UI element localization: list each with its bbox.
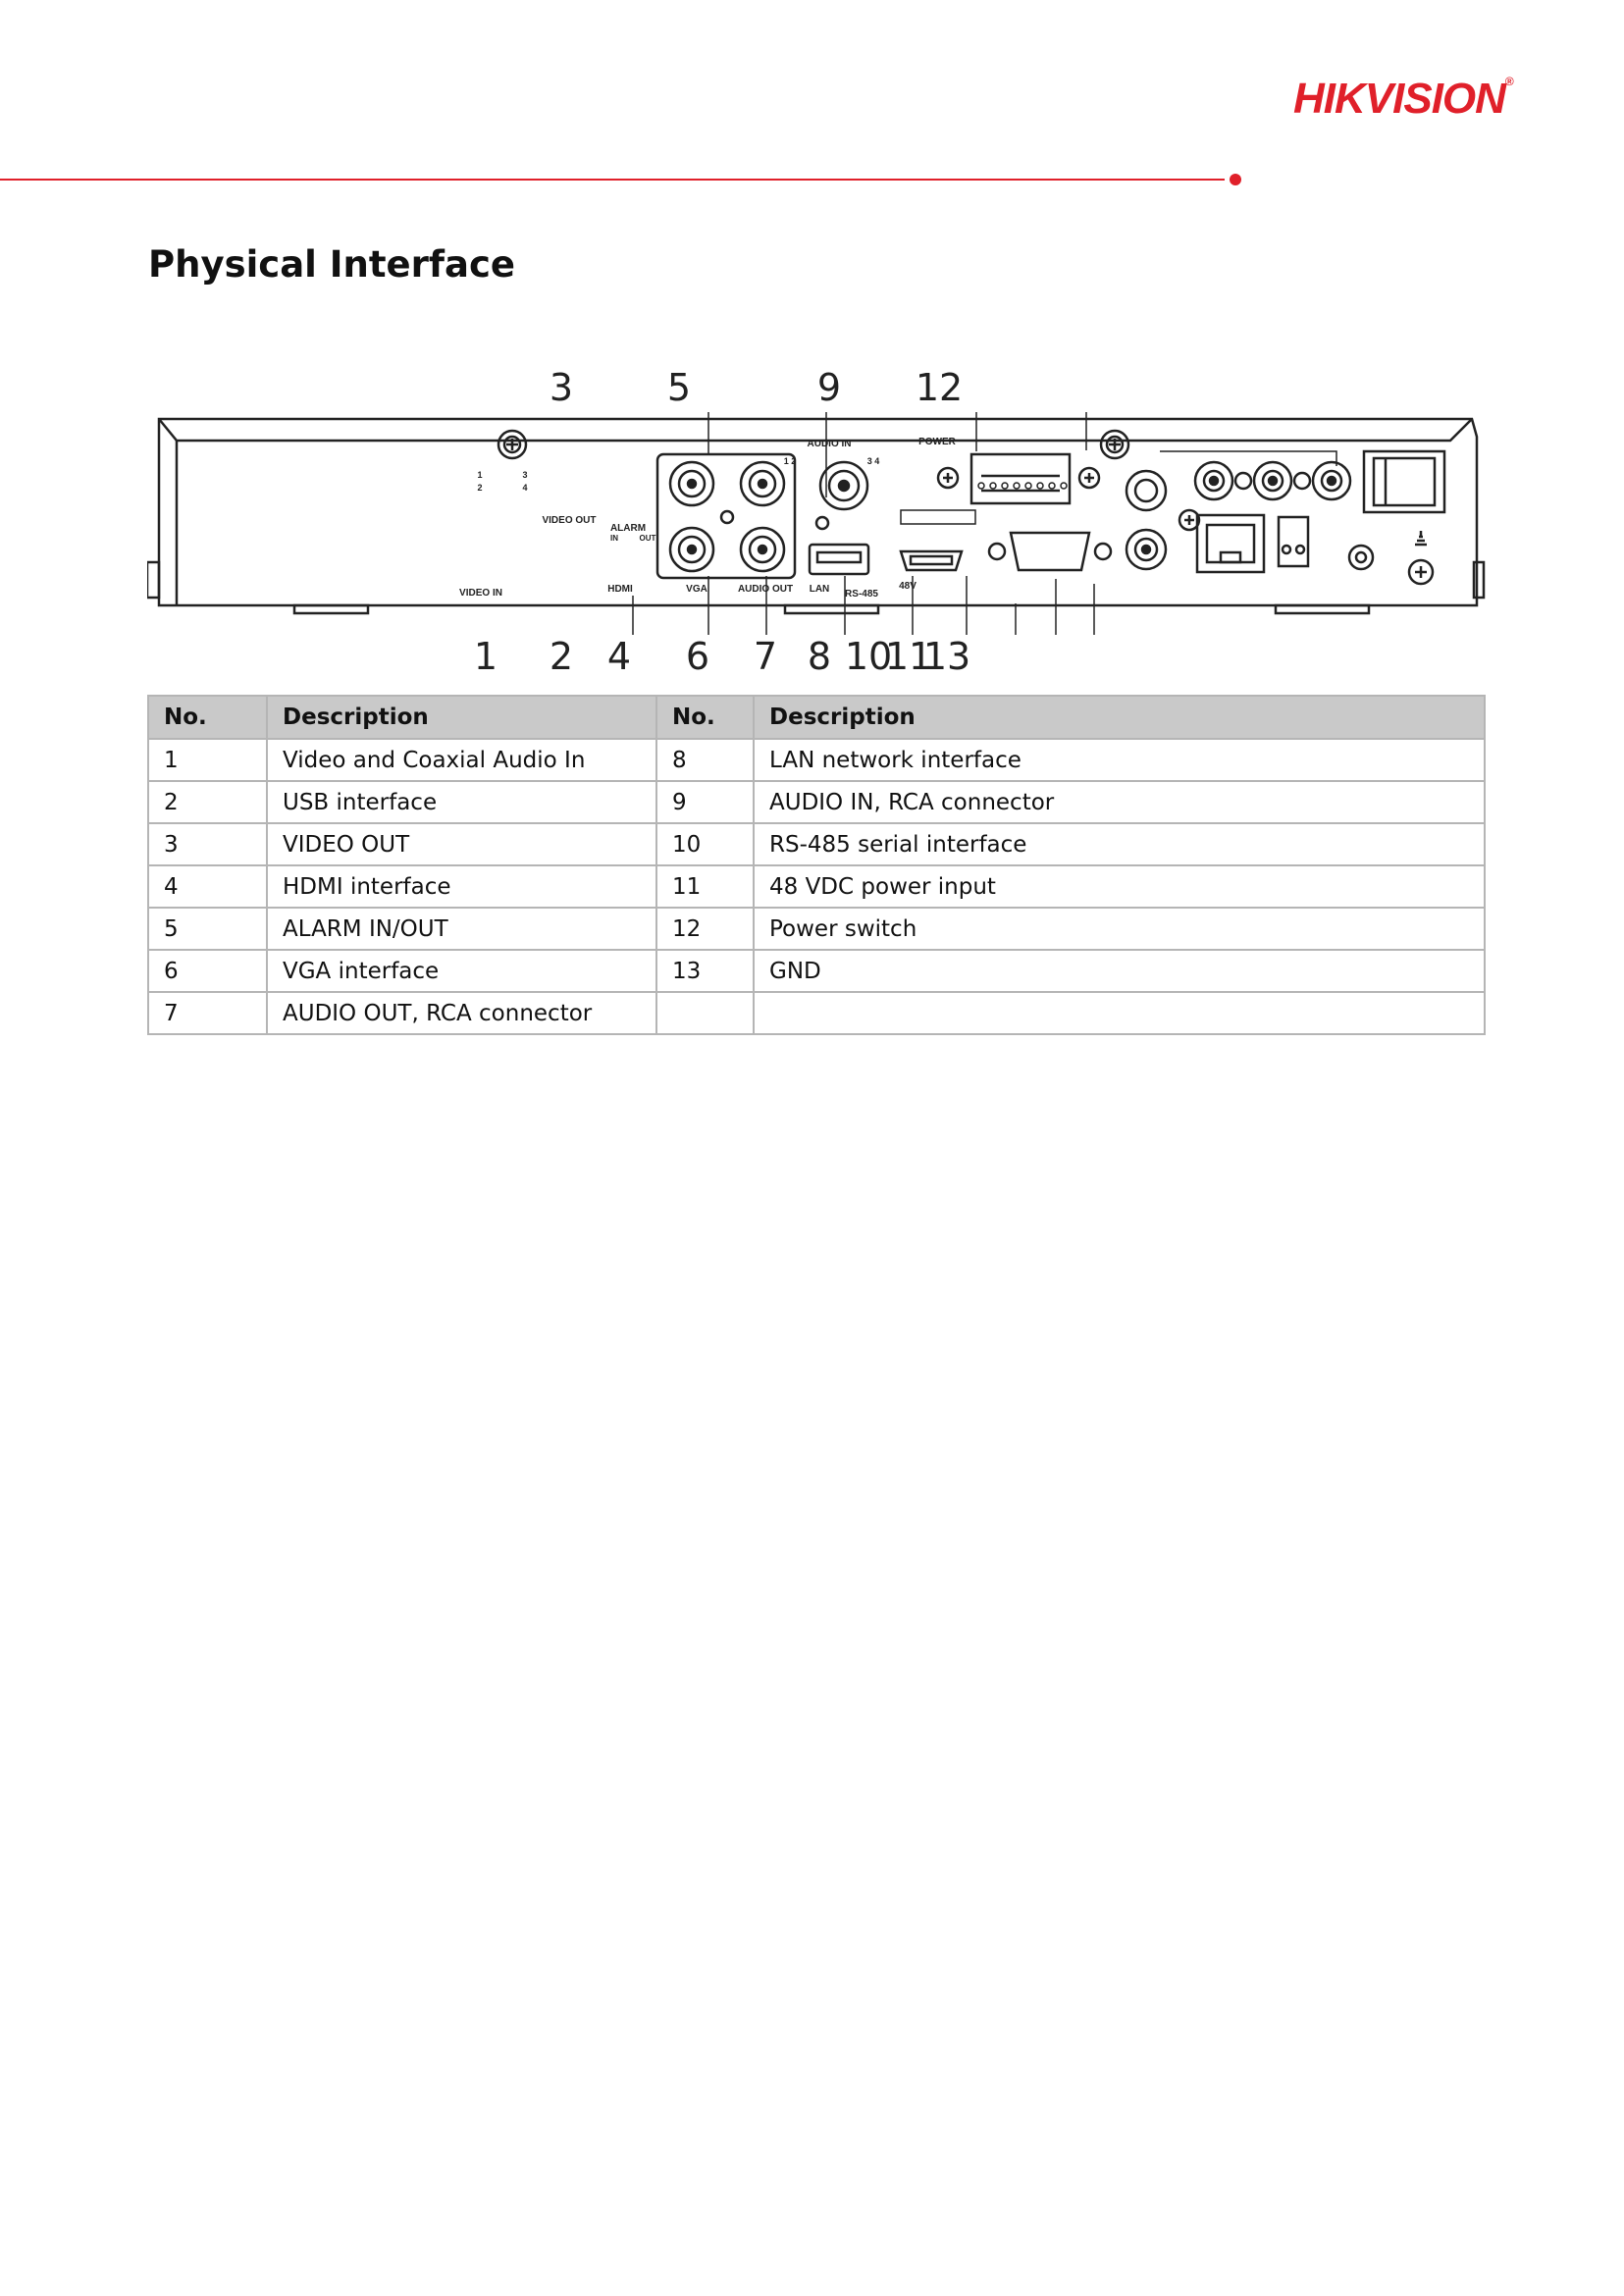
cell-no: 5 xyxy=(148,908,267,950)
label-power: POWER xyxy=(918,437,956,447)
header-description: Description xyxy=(754,696,1485,739)
callout-number: 5 xyxy=(666,366,692,409)
cell-no: 1 xyxy=(148,739,267,781)
callout-number: 3 xyxy=(549,366,574,409)
cell-no: 9 xyxy=(656,781,754,823)
bottom-foot-3 xyxy=(1276,605,1369,613)
label-alarm: ALARM xyxy=(609,523,647,534)
header-rule-dot xyxy=(1230,174,1241,185)
cell-no: 2 xyxy=(148,781,267,823)
label-lan: LAN xyxy=(809,584,830,595)
video-out-bnc-icon xyxy=(820,462,867,509)
alarm-terminal-block xyxy=(971,454,1070,503)
audio-in-rca-icon xyxy=(1254,462,1291,499)
table-row xyxy=(148,739,1485,781)
cell-description: VGA interface xyxy=(267,950,656,992)
label-audio-ch-12: 1 2 xyxy=(783,456,797,466)
interface-table xyxy=(147,695,1486,1035)
right-foot xyxy=(1474,562,1484,598)
cell-no: 12 xyxy=(656,908,754,950)
callout-number: 8 xyxy=(807,635,832,678)
cell-description: Video and Coaxial Audio In xyxy=(267,739,656,781)
video-in-block xyxy=(657,454,795,578)
table-row xyxy=(148,865,1485,908)
cell-description: HDMI interface xyxy=(267,865,656,908)
screw-right-icon xyxy=(1101,431,1128,458)
header-description: Description xyxy=(267,696,656,739)
callout-number: 6 xyxy=(685,635,710,678)
cell-description: LAN network interface xyxy=(754,739,1485,781)
callout-number: 12 xyxy=(915,366,964,409)
label-ch-2: 2 xyxy=(477,483,483,493)
ground-terminal-icon xyxy=(1409,531,1433,584)
cell-description: GND xyxy=(754,950,1485,992)
label-rs485: RS-485 xyxy=(845,589,878,600)
callout-leaders xyxy=(633,412,1094,635)
cell-no: 13 xyxy=(656,950,754,992)
screw-icon xyxy=(1294,473,1310,489)
chassis-bevel xyxy=(159,419,1472,441)
screw-left-icon xyxy=(498,431,526,458)
hikvision-logo: HIKVISION® xyxy=(1293,75,1513,123)
table-row xyxy=(148,823,1485,865)
audio-in-rca-icon xyxy=(1195,462,1232,499)
callout-number: 11 xyxy=(884,635,933,678)
cell-no: 8 xyxy=(656,739,754,781)
callout-number: 2 xyxy=(549,635,574,678)
cell-no: 6 xyxy=(148,950,267,992)
label-video-in: VIDEO IN xyxy=(459,588,502,599)
cell-description: VIDEO OUT xyxy=(267,823,656,865)
alarm-index-strip xyxy=(901,510,975,524)
screw-icon xyxy=(938,468,958,488)
table-row xyxy=(148,781,1485,823)
cell-no: 3 xyxy=(148,823,267,865)
label-alarm-out: OUT xyxy=(639,534,656,543)
callout-number: 10 xyxy=(844,635,893,678)
cell-description: 48 VDC power input xyxy=(754,865,1485,908)
cell-description: ALARM IN/OUT xyxy=(267,908,656,950)
left-foot xyxy=(147,562,159,598)
video-out-screw xyxy=(816,517,828,529)
audio-in-rca-icon xyxy=(1313,462,1350,499)
table-row xyxy=(148,992,1485,1034)
label-alarm-in: IN xyxy=(610,534,618,543)
rear-panel-figure xyxy=(147,348,1492,692)
lan-port-icon xyxy=(1197,515,1264,572)
label-hdmi: HDMI xyxy=(607,584,633,595)
callout-number: 9 xyxy=(816,366,842,409)
callout-number: 1 xyxy=(473,635,498,678)
bnc-connector-icon xyxy=(741,528,784,571)
cell-description: AUDIO IN, RCA connector xyxy=(754,781,1485,823)
power-switch-icon xyxy=(1364,451,1444,512)
label-ch-1: 1 xyxy=(477,470,483,480)
bnc-connector-icon xyxy=(670,528,713,571)
bnc-connector-icon xyxy=(670,462,713,505)
cell-no: 4 xyxy=(148,865,267,908)
cell-description: USB interface xyxy=(267,781,656,823)
audio-aux-rca-icon xyxy=(1126,471,1166,510)
table-header-row xyxy=(148,696,1485,739)
cell-no xyxy=(656,992,754,1034)
video-in-center-screw xyxy=(721,511,733,523)
bnc-connector-icon xyxy=(741,462,784,505)
label-vga: VGA xyxy=(686,584,707,595)
cell-no: 11 xyxy=(656,865,754,908)
audio-in-bracket xyxy=(1160,451,1336,466)
callout-number: 4 xyxy=(606,635,632,678)
bottom-foot-2 xyxy=(785,605,878,613)
page-title: Physical Interface xyxy=(148,243,515,286)
table-row xyxy=(148,908,1485,950)
header-no: No. xyxy=(656,696,754,739)
audio-out-rca-icon xyxy=(1126,530,1166,569)
dc-48v-input-icon xyxy=(1349,546,1373,569)
cell-description: Power switch xyxy=(754,908,1485,950)
vga-port-icon xyxy=(989,533,1111,570)
label-audio-ch-34: 3 4 xyxy=(866,456,880,466)
cell-no: 10 xyxy=(656,823,754,865)
rs485-terminal-icon xyxy=(1279,517,1308,566)
table-row xyxy=(148,950,1485,992)
cell-description: RS-485 serial interface xyxy=(754,823,1485,865)
label-ch-4: 4 xyxy=(522,483,528,493)
header-no: No. xyxy=(148,696,267,739)
screw-icon xyxy=(1079,468,1099,488)
label-audio-in: AUDIO IN xyxy=(807,439,852,449)
bottom-foot-1 xyxy=(294,605,368,613)
cell-no: 7 xyxy=(148,992,267,1034)
label-audio-out: AUDIO OUT xyxy=(737,584,794,595)
cell-description: AUDIO OUT, RCA connector xyxy=(267,992,656,1034)
callout-number: 7 xyxy=(753,635,778,678)
label-ch-3: 3 xyxy=(522,470,528,480)
label-48v: 48V xyxy=(899,581,917,592)
cell-description xyxy=(754,992,1485,1034)
header-rule xyxy=(0,179,1225,181)
callout-number: 13 xyxy=(922,635,971,678)
screw-icon xyxy=(1235,473,1251,489)
label-video-out: VIDEO OUT xyxy=(542,515,597,526)
